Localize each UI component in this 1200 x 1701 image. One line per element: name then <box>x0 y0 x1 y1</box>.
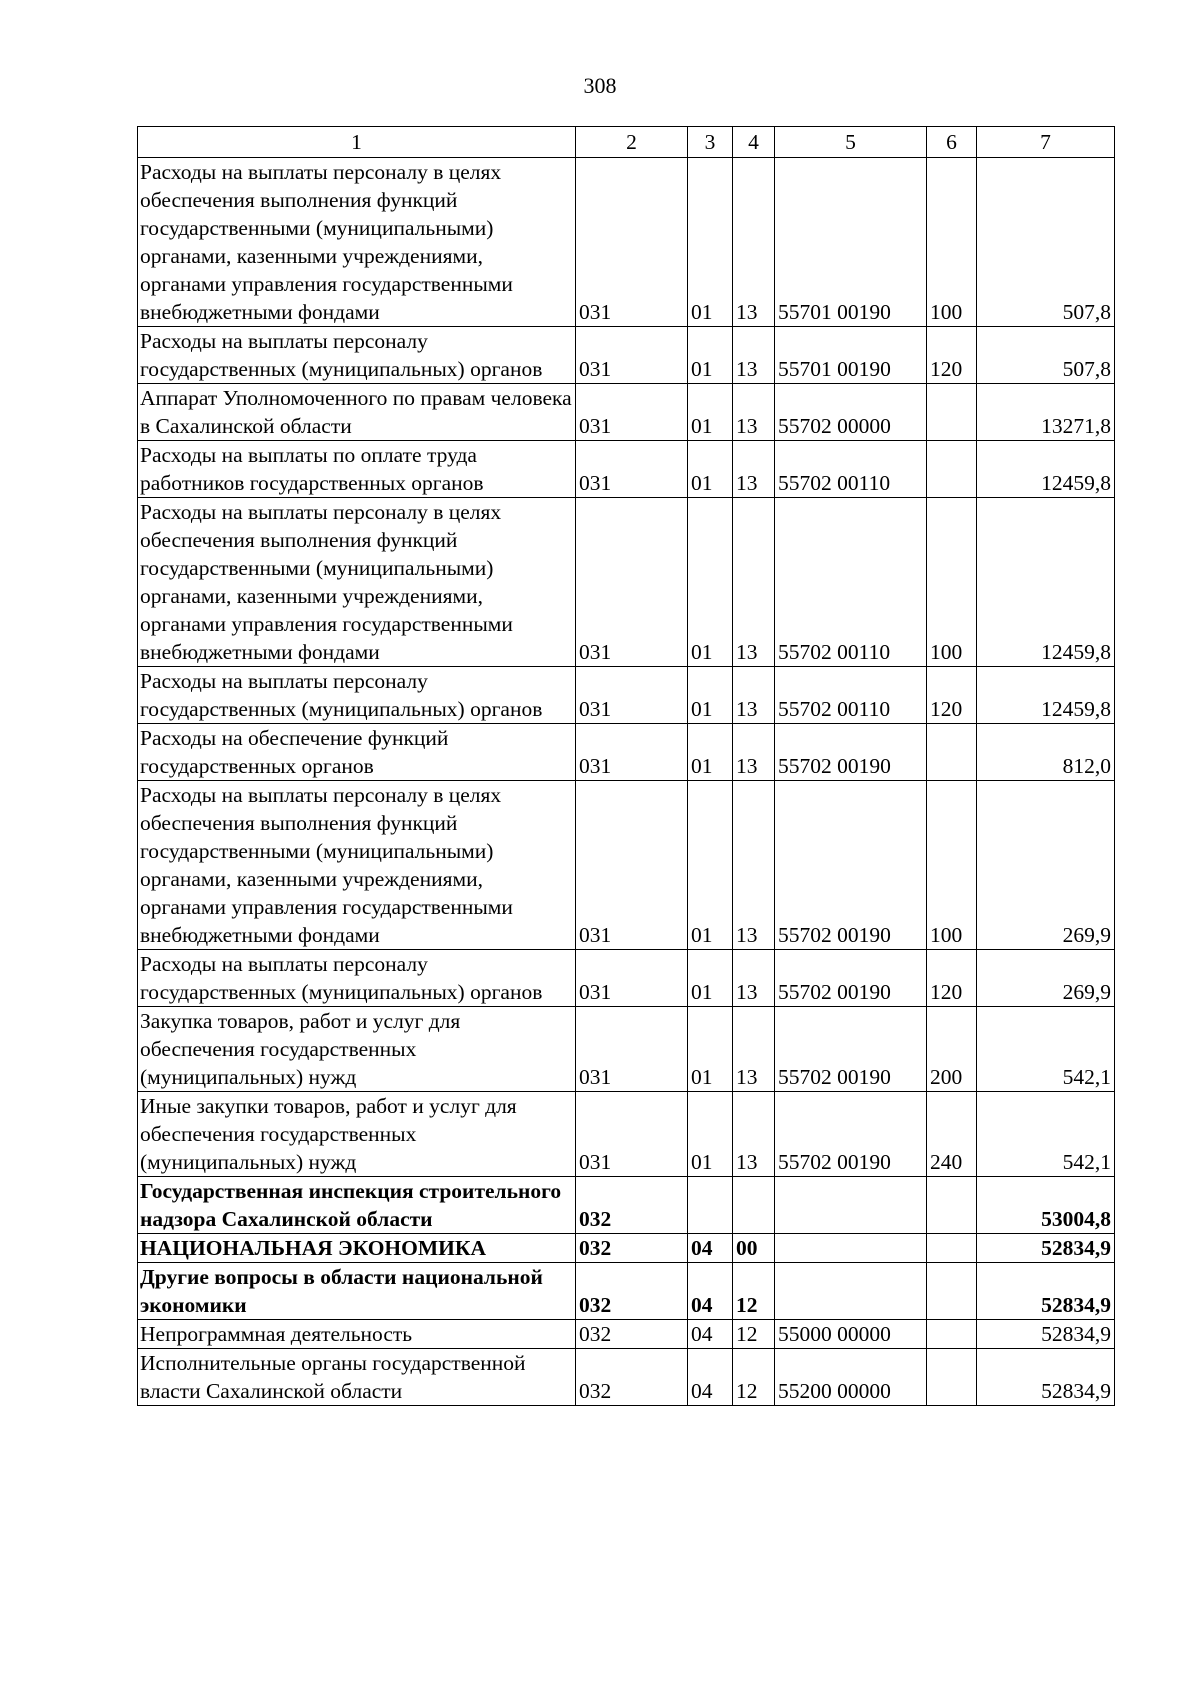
row-amount-cell: 12459,8 <box>977 498 1115 667</box>
row-name-cell: Расходы на выплаты персоналу государственных (муниципальных) органов <box>138 327 576 384</box>
row-name-cell: Закупка товаров, работ и услуг для обеспечения государственных (муниципальных) нужд <box>138 1007 576 1092</box>
row-name-cell: Расходы на выплаты персоналу в целях обеспечения выполнения функций государственными (муниципальными) органами, казенными учреждениями, органами управления государственными внебюджетными фондами <box>138 158 576 327</box>
row-name-cell: НАЦИОНАЛЬНАЯ ЭКОНОМИКА <box>138 1234 576 1263</box>
row-section-cell: 01 <box>688 158 733 327</box>
table-row <box>138 781 1115 950</box>
row-subsection-cell: 13 <box>733 327 775 384</box>
row-subsection-cell: 13 <box>733 724 775 781</box>
row-subsection-cell: 13 <box>733 950 775 1007</box>
row-admin-code-cell: 031 <box>576 158 688 327</box>
row-target-article-cell: 55702 00000 <box>775 384 927 441</box>
row-target-article-cell: 55702 00110 <box>775 498 927 667</box>
row-subsection-cell: 13 <box>733 384 775 441</box>
row-target-article-cell: 55000 00000 <box>775 1320 927 1349</box>
table-row <box>138 1320 1115 1349</box>
row-section-cell: 01 <box>688 441 733 498</box>
table-row <box>138 384 1115 441</box>
row-amount-cell: 269,9 <box>977 950 1115 1007</box>
row-expense-type-cell <box>927 384 977 441</box>
row-name-cell: Непрограммная деятельность <box>138 1320 576 1349</box>
row-expense-type-cell <box>927 1177 977 1234</box>
row-section-cell: 01 <box>688 327 733 384</box>
row-subsection-cell: 13 <box>733 498 775 667</box>
row-amount-cell: 52834,9 <box>977 1263 1115 1320</box>
row-target-article-cell <box>775 1234 927 1263</box>
row-section-cell: 04 <box>688 1320 733 1349</box>
row-amount-cell: 542,1 <box>977 1092 1115 1177</box>
row-name-cell: Расходы на обеспечение функций государственных органов <box>138 724 576 781</box>
row-admin-code-cell: 031 <box>576 1007 688 1092</box>
header-cell-7: 7 <box>977 127 1115 158</box>
row-subsection-cell: 12 <box>733 1263 775 1320</box>
row-admin-code-cell: 031 <box>576 667 688 724</box>
row-target-article-cell: 55702 00190 <box>775 781 927 950</box>
row-target-article-cell <box>775 1177 927 1234</box>
table-row <box>138 1007 1115 1092</box>
row-subsection-cell: 13 <box>733 441 775 498</box>
row-section-cell: 04 <box>688 1263 733 1320</box>
row-subsection-cell: 13 <box>733 158 775 327</box>
row-expense-type-cell <box>927 724 977 781</box>
header-cell-4: 4 <box>733 127 775 158</box>
row-name-cell: Государственная инспекция строительного надзора Сахалинской области <box>138 1177 576 1234</box>
row-amount-cell: 269,9 <box>977 781 1115 950</box>
row-name-cell: Расходы на выплаты персоналу государственных (муниципальных) органов <box>138 950 576 1007</box>
row-name-cell: Исполнительные органы государственной власти Сахалинской области <box>138 1349 576 1406</box>
row-section-cell: 01 <box>688 950 733 1007</box>
row-admin-code-cell: 032 <box>576 1177 688 1234</box>
header-cell-5: 5 <box>775 127 927 158</box>
table-row <box>138 1177 1115 1234</box>
row-amount-cell: 13271,8 <box>977 384 1115 441</box>
row-amount-cell: 542,1 <box>977 1007 1115 1092</box>
row-admin-code-cell: 031 <box>576 950 688 1007</box>
row-admin-code-cell: 031 <box>576 1092 688 1177</box>
header-cell-1: 1 <box>138 127 576 158</box>
row-target-article-cell: 55702 00190 <box>775 1007 927 1092</box>
row-target-article-cell: 55702 00110 <box>775 441 927 498</box>
row-admin-code-cell: 032 <box>576 1263 688 1320</box>
row-target-article-cell: 55701 00190 <box>775 327 927 384</box>
row-admin-code-cell: 031 <box>576 498 688 667</box>
row-expense-type-cell <box>927 441 977 498</box>
table-row <box>138 1349 1115 1406</box>
row-section-cell: 01 <box>688 498 733 667</box>
row-subsection-cell: 12 <box>733 1320 775 1349</box>
header-row <box>138 127 1115 158</box>
row-admin-code-cell: 031 <box>576 781 688 950</box>
row-section-cell: 04 <box>688 1349 733 1406</box>
table-row <box>138 1234 1115 1263</box>
row-amount-cell: 507,8 <box>977 327 1115 384</box>
row-subsection-cell: 13 <box>733 1092 775 1177</box>
row-amount-cell: 507,8 <box>977 158 1115 327</box>
row-admin-code-cell: 031 <box>576 384 688 441</box>
row-section-cell: 01 <box>688 781 733 950</box>
row-subsection-cell <box>733 1177 775 1234</box>
row-amount-cell: 53004,8 <box>977 1177 1115 1234</box>
row-expense-type-cell <box>927 1234 977 1263</box>
budget-table <box>137 126 1115 1406</box>
row-expense-type-cell: 100 <box>927 781 977 950</box>
row-name-cell: Расходы на выплаты персоналу государственных (муниципальных) органов <box>138 667 576 724</box>
row-subsection-cell: 13 <box>733 667 775 724</box>
row-subsection-cell: 12 <box>733 1349 775 1406</box>
row-name-cell: Расходы на выплаты персоналу в целях обеспечения выполнения функций государственными (муниципальными) органами, казенными учреждениями, органами управления государственными внебюджетными фондами <box>138 781 576 950</box>
table-row <box>138 441 1115 498</box>
row-subsection-cell: 00 <box>733 1234 775 1263</box>
row-target-article-cell: 55702 00190 <box>775 1092 927 1177</box>
table-row <box>138 667 1115 724</box>
row-amount-cell: 12459,8 <box>977 441 1115 498</box>
row-target-article-cell: 55702 00110 <box>775 667 927 724</box>
row-subsection-cell: 13 <box>733 781 775 950</box>
row-target-article-cell: 55200 00000 <box>775 1349 927 1406</box>
row-expense-type-cell <box>927 1263 977 1320</box>
table-row <box>138 498 1115 667</box>
row-expense-type-cell <box>927 1320 977 1349</box>
row-admin-code-cell: 031 <box>576 327 688 384</box>
row-name-cell: Аппарат Уполномоченного по правам человека в Сахалинской области <box>138 384 576 441</box>
header-cell-2: 2 <box>576 127 688 158</box>
row-section-cell: 01 <box>688 667 733 724</box>
row-expense-type-cell: 120 <box>927 327 977 384</box>
row-expense-type-cell: 100 <box>927 158 977 327</box>
table-row <box>138 724 1115 781</box>
row-section-cell <box>688 1177 733 1234</box>
table-row <box>138 158 1115 327</box>
row-admin-code-cell: 032 <box>576 1349 688 1406</box>
row-name-cell: Другие вопросы в области национальной экономики <box>138 1263 576 1320</box>
row-name-cell: Расходы на выплаты по оплате труда работников государственных органов <box>138 441 576 498</box>
row-section-cell: 01 <box>688 1092 733 1177</box>
row-target-article-cell: 55701 00190 <box>775 158 927 327</box>
row-expense-type-cell: 200 <box>927 1007 977 1092</box>
row-subsection-cell: 13 <box>733 1007 775 1092</box>
row-amount-cell: 812,0 <box>977 724 1115 781</box>
row-section-cell: 01 <box>688 384 733 441</box>
row-name-cell: Иные закупки товаров, работ и услуг для обеспечения государственных (муниципальных) нужд <box>138 1092 576 1177</box>
row-section-cell: 01 <box>688 724 733 781</box>
row-target-article-cell: 55702 00190 <box>775 950 927 1007</box>
row-admin-code-cell: 031 <box>576 441 688 498</box>
row-amount-cell: 12459,8 <box>977 667 1115 724</box>
header-cell-3: 3 <box>688 127 733 158</box>
row-target-article-cell <box>775 1263 927 1320</box>
row-admin-code-cell: 032 <box>576 1234 688 1263</box>
row-admin-code-cell: 031 <box>576 724 688 781</box>
row-expense-type-cell: 240 <box>927 1092 977 1177</box>
row-amount-cell: 52834,9 <box>977 1349 1115 1406</box>
table-row <box>138 327 1115 384</box>
row-amount-cell: 52834,9 <box>977 1234 1115 1263</box>
row-expense-type-cell: 100 <box>927 498 977 667</box>
table-row <box>138 950 1115 1007</box>
row-amount-cell: 52834,9 <box>977 1320 1115 1349</box>
row-target-article-cell: 55702 00190 <box>775 724 927 781</box>
row-expense-type-cell: 120 <box>927 950 977 1007</box>
page-number: 308 <box>583 73 617 98</box>
header-cell-6: 6 <box>927 127 977 158</box>
table-row <box>138 1092 1115 1177</box>
table-row <box>138 1263 1115 1320</box>
row-admin-code-cell: 032 <box>576 1320 688 1349</box>
row-section-cell: 04 <box>688 1234 733 1263</box>
row-name-cell: Расходы на выплаты персоналу в целях обеспечения выполнения функций государственными (муниципальными) органами, казенными учреждениями, органами управления государственными внебюджетными фондами <box>138 498 576 667</box>
row-expense-type-cell <box>927 1349 977 1406</box>
row-expense-type-cell: 120 <box>927 667 977 724</box>
row-section-cell: 01 <box>688 1007 733 1092</box>
